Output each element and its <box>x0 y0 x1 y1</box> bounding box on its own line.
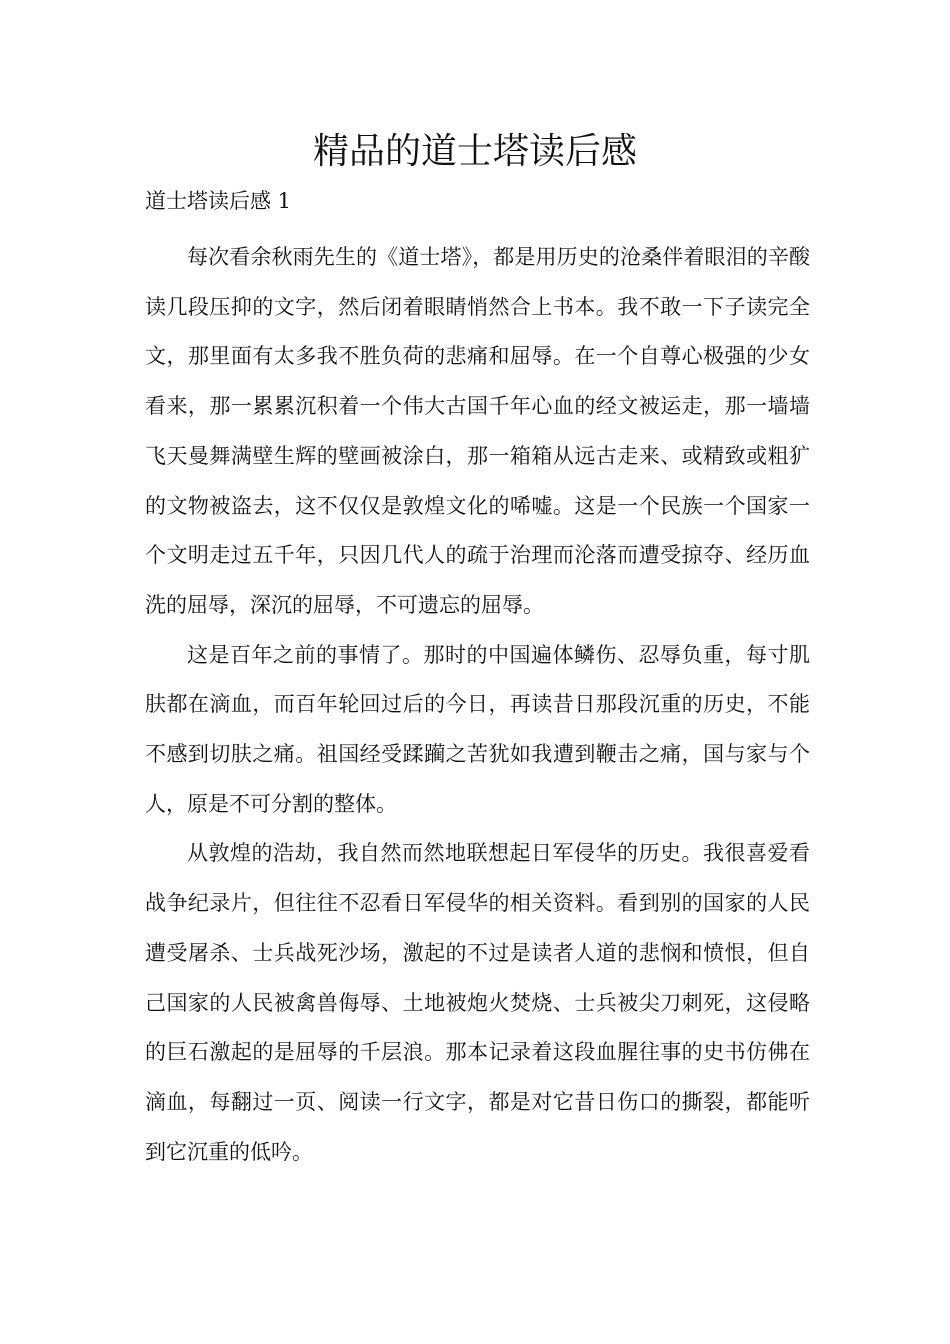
section-heading: 道士塔读后感 1 <box>145 189 292 213</box>
document-title: 精品的道士塔读后感 <box>312 131 637 172</box>
paragraph-1: 每次看余秋雨先生的《道士塔》，都是用历史的沧桑伴着眼泪的辛酸读几段压抑的文字，然后闭着眼睛悄然合上书本。我不敢一下子读完全文，那里面有太多我不胜负荷的悲痛和屈辱。在一个自尊心极强的少女看来，那一累累沉积着一个伟大古国千年心血的经文被运走，那一墙墙飞天曼舞满壁生辉的壁画被涂白，那一箱箱从远古走来、或精致或粗犷的文物被盗去，这不仅仅是敦煌文化的唏嘘。这是一个民族一个国家一个文明走过五千年，只因几代人的疏于治理而沦落而遭受掠夺、经历血洗的屈辱，深沉的屈辱，不可遗忘的屈辱。 <box>145 245 810 617</box>
paragraph-2: 这是百年之前的事情了。那时的中国遍体鳞伤、忍辱负重，每寸肌肤都在滴血，而百年轮回过后的今日，再读昔日那段沉重的历史，不能不感到切肤之痛。祖国经受蹂躏之苦犹如我遭到鞭击之痛，国与家与个人，原是不可分割的整体。 <box>145 642 810 816</box>
body-text <box>145 233 810 1177</box>
paragraph-3: 从敦煌的浩劫，我自然而然地联想起日军侵华的历史。我很喜爱看战争纪录片，但往往不忍看日军侵华的相关资料。看到别的国家的人民遭受屠杀、士兵战死沙场，激起的不过是读者人道的悲悯和愤恨，但自己国家的人民被禽兽侮辱、土地被炮火焚烧、士兵被尖刀刺死，这侵略的巨石激起的是屈辱的千层浪。那本记录着这段血腥往事的史书仿佛在滴血，每翻过一页、阅读一行文字，都是对它昔日伤口的撕裂，都能听到它沉重的低吟。 <box>145 841 810 1164</box>
